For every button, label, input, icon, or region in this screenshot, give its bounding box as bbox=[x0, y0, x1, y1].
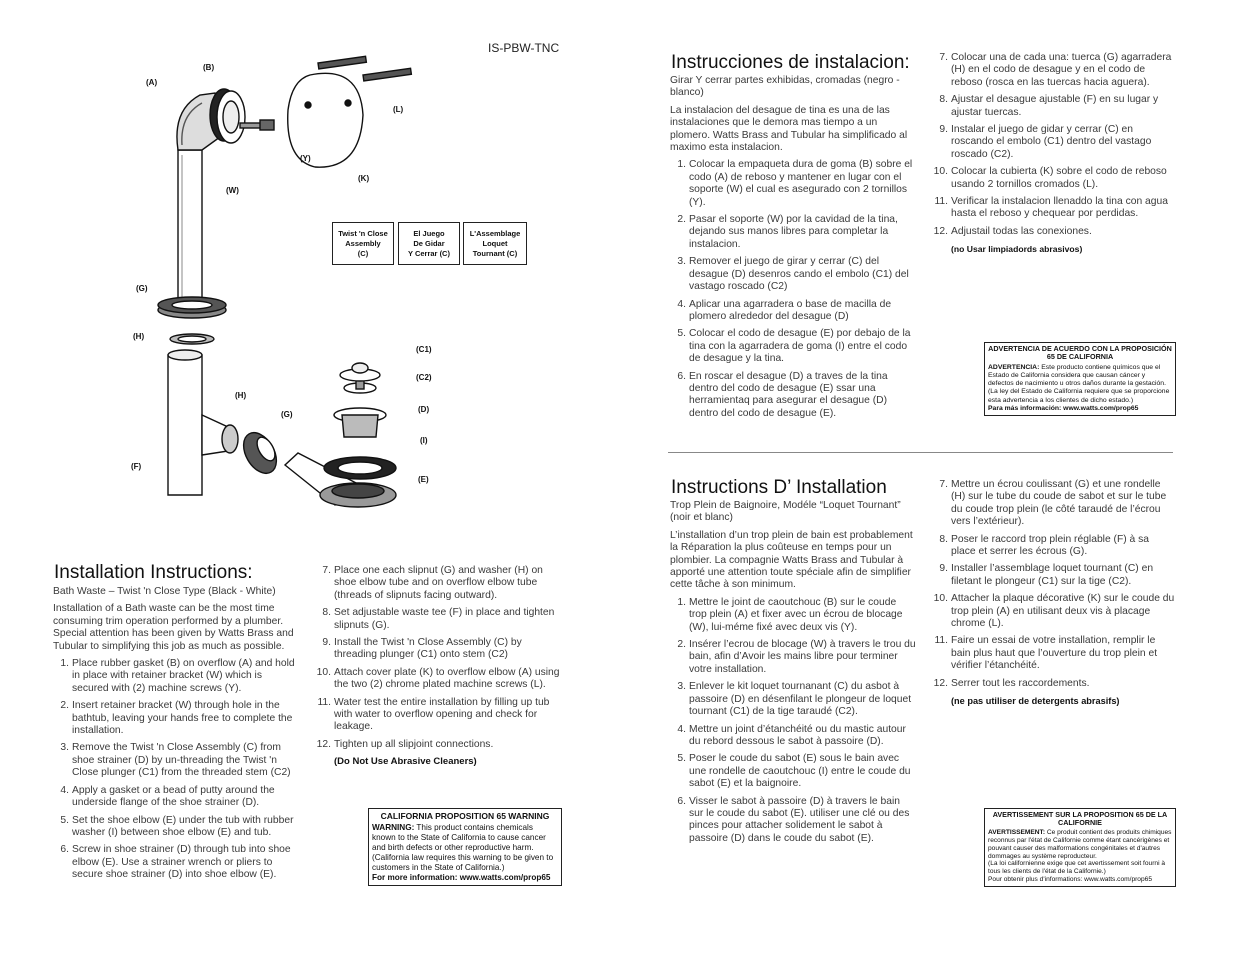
french-step: 11. Faire un essai de votre installation, remplir le bain plus haut que l’ouverture du trop plein et vérifier l’étanchéité. bbox=[934, 635, 1158, 672]
french-step: 12. Serrer tout les raccordements. bbox=[933, 677, 1090, 689]
french-step: 7. Mettre un écrou coulissant (G) et une rondelle (H) sur le tube du coude de sabot et sur le tube du coude trop plein (le côté taraudé de l’écrou vers l’extérieur). bbox=[939, 479, 1167, 528]
part-label-i: (I) bbox=[420, 436, 428, 445]
english-prop65-warning: CALIFORNIA PROPOSITION 65 WARNING WARNING: This product contains chemicals known to the State of California to cause cancer and birth defects or other reproductive harm. (California law requires this warning to be given to customers in the State of California.) For more information: www.watts.com/prop65 bbox=[368, 808, 562, 886]
french-step: 5. Poser le coude du sabot (E) sous le bain avec une rondelle de caoutchouc (I) entre le coude du sabot (E) et la baignoire. bbox=[677, 753, 911, 790]
part-label-b: (B) bbox=[203, 63, 215, 72]
spanish-step: 7. Colocar una de cada una: tuerca (G) agarradera (H) en el codo de desague y en el codo de reboso (rosca en las tuercas hacia aguera). bbox=[939, 52, 1172, 88]
french-step: 10. Attacher la plaque décorative (K) sur le coude du trop plein (A) en utilisant deux vis à placage chrome (L). bbox=[933, 593, 1175, 630]
part-label-k: (K) bbox=[358, 174, 370, 183]
spanish-step: 11. Verificar la instalacion llenaddo la tina con agua hasta el reboso y chequear por perdidas. bbox=[934, 196, 1168, 220]
part-label-c2: (C2) bbox=[416, 373, 432, 382]
part-label-a: (A) bbox=[146, 78, 158, 87]
spanish-intro: La instalacion del desague de tina es una de las instalaciones que le demora mas tiempo a un plomero. Watts Brass and Tubular ha simplificado al maximo esta instalacion. bbox=[670, 104, 908, 154]
part-label-d: (D) bbox=[418, 405, 430, 414]
english-column-1 bbox=[53, 586, 299, 887]
spanish-step: 1. Colocar la empaqueta dura de goma (B) sobre el codo (A) de reboso y mantener en lugar con el soporte (W) el cual es asegurado con 2 tornillos (Y). bbox=[677, 159, 913, 208]
part-label-c1: (C1) bbox=[416, 345, 432, 354]
document-code: IS-PBW-TNC bbox=[488, 41, 560, 55]
exploded-parts-diagram bbox=[120, 55, 570, 520]
english-subtitle: Bath Waste – Twist 'n Close Type (Black - White) bbox=[53, 586, 276, 597]
english-step: 6. Screw in shoe strainer (D) through tub into shoe elbow (E). Use a strainer wrench or pliers to secure shoe strainer (D) into shoe elbow (E). bbox=[60, 844, 291, 881]
english-title: Installation Instructions: bbox=[54, 562, 253, 583]
part-label-y: (Y) bbox=[300, 154, 311, 163]
spanish-step: 3. Remover el juego de girar y cerrar (C) del desague (D) desenros cando el embolo (C1) del vastago roscado (C2) bbox=[677, 256, 909, 293]
french-title: Instructions D’ Installation bbox=[671, 477, 887, 498]
english-step: 10. Attach cover plate (K) to overflow elbow (A) using the two (2) chrome plated machine screws (L). bbox=[316, 666, 560, 691]
spanish-step: 10. Colocar la cubierta (K) sobre el codo de reboso usando 2 tornillos cromados (L). bbox=[933, 166, 1167, 190]
spanish-title: Instrucciones de instalacion: bbox=[671, 52, 910, 73]
part-label-l: (L) bbox=[393, 105, 404, 114]
english-step: 3. Remove the Twist 'n Close Assembly (C) from shoe strainer (D) by un-threading the Twist 'n Close plunger (C1) from the threaded stem (C2) bbox=[60, 742, 291, 779]
french-step: 8. Poser le raccord trop plein réglable (F) à sa place et serrer les écrous (G). bbox=[939, 533, 1150, 558]
callout-box-spanish: El Juego De Gidar Y Cerrar (C) bbox=[398, 222, 460, 265]
english-step: 4. Apply a gasket or a bead of putty around the underside flange of the shoe strainer (D). bbox=[60, 784, 275, 809]
callout-box-french: L'Assemblage Loquet Tournant (C) bbox=[463, 222, 527, 265]
english-column-2 bbox=[315, 565, 561, 769]
spanish-step: 12. Adjustail todas las conexiones. bbox=[933, 225, 1092, 237]
english-step: 2. Insert retainer bracket (W) through hole in the bathtub, leaving your hands free to complete the installation. bbox=[60, 700, 293, 737]
spanish-step: 8. Ajustar el desague ajustable (F) en su lugar y ajustar tuercas. bbox=[939, 94, 1159, 118]
english-step: 5. Set the shoe elbow (E) under the tub with rubber washer (I) between shoe elbow (E) and tub. bbox=[60, 814, 294, 838]
part-label-h2: (H) bbox=[235, 391, 247, 400]
english-step: 11. Water test the entire installation by filling up tub with water to overflow opening and check for leakage. bbox=[317, 696, 550, 733]
spanish-cleaner-note: (no Usar limpiadords abrasivos) bbox=[951, 244, 1083, 255]
english-step: 9. Install the Twist 'n Close Assembly (C) by threading plunger (C1) onto stem (C2) bbox=[322, 637, 522, 661]
part-label-g: (G) bbox=[136, 284, 148, 293]
french-step: 4. Mettre un joint d’étanchéité ou du mastic autour du rebord dessous le sabot à passoire (D). bbox=[677, 723, 906, 747]
french-prop65-warning: AVERTISSEMENT SUR LA PROPOSITION 65 DE LA CALIFORNIE AVERTISSEMENT: Ce produit contient des produits chimiques reconnus par l'état de Californie comme étant cancérigènes et pouvant causer des malformations congénitales et d'autres dommages au système reproducteur. (La loi californienne exige que cet avertissement soit fourni à tous les clients de l'état de la Californie.) Pour obtenir plus d'informations: www.watts.com/prop65 bbox=[984, 808, 1176, 887]
section-divider bbox=[668, 452, 1173, 453]
spanish-column-2 bbox=[932, 52, 1176, 256]
french-step: 3. Enlever le kit loquet tournanant (C) du asbot à passoire (D) en désenfilant le plongeur de loquet tournant (C1) de la tige taraudé (C2). bbox=[677, 681, 912, 718]
spanish-prop65-warning: ADVERTENCIA DE ACUERDO CON LA PROPOSICIÓN 65 DE CALIFORNIA ADVERTENCIA: Este producto contiene químicos que el Estado de California considera que causan cáncer y defectos de nacimiento u otros daños durante la gestación. (La ley del Estado de California requiere que se proporcione esta advertencia a los clientes de dicho estado.) Para más información: www.watts.com/prop65 bbox=[984, 342, 1176, 416]
spanish-step: 6. En roscar el desague (D) a traves de la tina dentro del codo de desague (E) ssar una herramientaq para asegurar el desague (D) dentro del codo de desague (E). bbox=[677, 370, 888, 419]
spanish-column-1 bbox=[670, 75, 914, 425]
spanish-step: 9. Instalar el juego de gidar y cerrar (C) en roscando el embolo (C1) dentro del vastago roscado (C2). bbox=[939, 124, 1152, 160]
french-column-1 bbox=[670, 500, 916, 850]
english-intro: Installation of a Bath waste can be the most time consuming trim operation performed by a plumber. Special attention has been given by Watts Brass and Tubular to simplifying this job as much as possible. bbox=[53, 603, 294, 652]
french-subtitle: Trop Plein de Baignoire, Modéle “Loquet Tournant” (noir et blanc) bbox=[670, 500, 901, 524]
part-label-h: (H) bbox=[133, 332, 145, 341]
english-cleaner-note: (Do Not Use Abrasive Cleaners) bbox=[334, 756, 477, 768]
english-step: 8. Set adjustable waste tee (F) in place and tighten slipnuts (G). bbox=[322, 607, 555, 631]
english-step: 7. Place one each slipnut (G) and washer (H) on shoe elbow tube and on overflow elbow tube (threads of slipnuts facing outward). bbox=[322, 565, 543, 601]
spanish-step: 4. Aplicar una agarradera o base de macilla de plomero alrededor del desague (D) bbox=[677, 298, 892, 322]
spanish-step: 5. Colocar el codo de desague (E) por debajo de la tina con la agarradera de goma (I) entre el codo de desague y la tina. bbox=[677, 328, 911, 365]
part-label-f: (F) bbox=[131, 462, 142, 471]
spanish-subtitle: Girar Y cerrar partes exhibidas, cromadas (negro - blanco) bbox=[670, 75, 900, 99]
french-intro: L’installation d’un trop plein de bain est probablement la Réparation la plus coûteuse en temps pour un plombier. La compagnie Watts Brass and Tubular à apporté une attention toute spéciale afin de simplifier cette tâche à son minimum. bbox=[670, 529, 913, 591]
spanish-step: 2. Pasar el soporte (W) por la cavidad de la tina, dejando sus manos libres para completar la instalacion. bbox=[677, 214, 898, 250]
english-step: 12. Tighten up all slipjoint connections. bbox=[316, 738, 494, 750]
french-column-2 bbox=[932, 479, 1176, 708]
callout-box-english: Twist 'n Close Assembly (C) bbox=[332, 222, 394, 265]
english-step: 1. Place rubber gasket (B) on overflow (A) and hold in place with retainer bracket (W) which is secured with (2) machine screws (Y). bbox=[60, 658, 295, 694]
french-step: 9. Installer l’assemblage loquet tournant (C) en filetant le plongeur (C1) sur la tige (C2). bbox=[939, 563, 1154, 587]
part-label-e: (E) bbox=[418, 475, 429, 484]
part-label-w: (W) bbox=[226, 186, 239, 195]
french-step: 6. Visser le sabot à passoire (D) à travers le bain sur le coude du sabot (E). utiliser une clé ou des pinces pour attacher solidement le sabot à passoire (D) dans le coude du sabot (E). bbox=[677, 795, 910, 844]
french-step: 1. Mettre le joint de caoutchouc (B) sur le coude trop plein (A) et fixer avec un écrou de blocage (W), lui-méme fixé avec deux vis (Y). bbox=[677, 596, 903, 633]
french-cleaner-note: (ne pas utiliser de detergents abrasifs) bbox=[951, 696, 1120, 707]
french-step: 2. Insérer l’ecrou de blocage (W) à travers le trou du bain, afin d’Avoir les mains libre pour terminer votre installation. bbox=[677, 639, 916, 675]
part-label-g2: (G) bbox=[281, 410, 293, 419]
